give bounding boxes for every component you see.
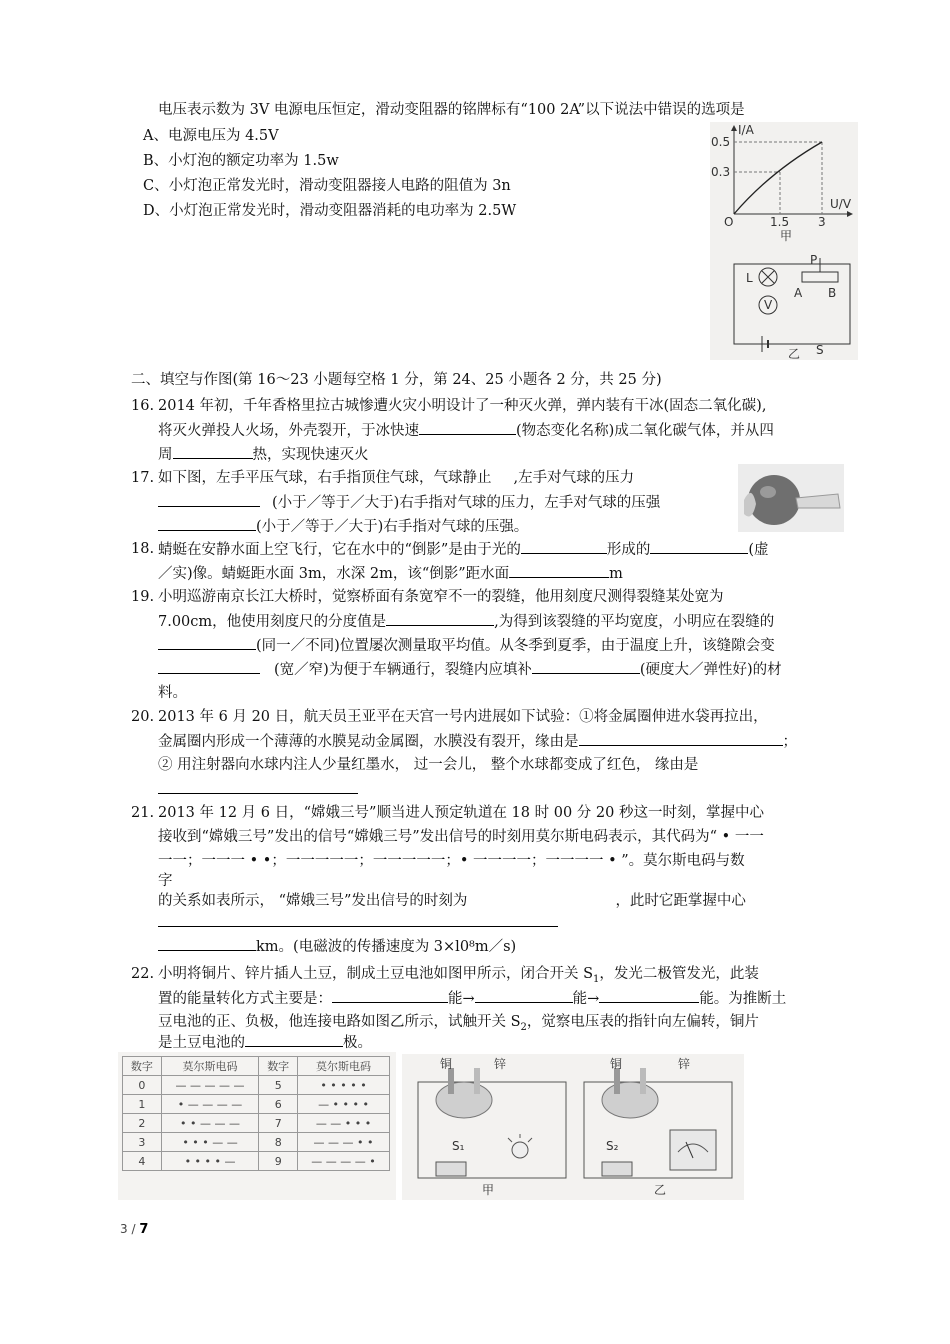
q17-line1: 如下图，左手平压气球，右手指顶住气球，气球静止 ,左手对气球的压力: [158, 470, 635, 486]
q19-line5: 料。: [158, 685, 187, 701]
potato-jia: [436, 1082, 492, 1118]
q22-line1: 小明将铜片、锌片插人土豆，制成土豆电池如图甲所示，闭合开关 $S_1$，发光二极管发光，此装: [158, 966, 759, 985]
q16-line2: 将灭火弹投人火场，外壳裂开，于冰快速 (物态变化名称)成二氧化碳气体，并从四: [158, 420, 774, 441]
graph-tick-03: 0.3: [711, 165, 731, 179]
q20-line1: 2013 年 6 月 20 日，航天员王亚平在天宫一号内进展如下试验：①将金属圈伸进水袋再拉出，: [158, 709, 768, 725]
q18-blank-3[interactable]: [509, 563, 609, 578]
q19-blank-2[interactable]: [158, 635, 256, 650]
q21-blank-2[interactable]: [158, 936, 256, 951]
table-row: 2 • • — — — 7 — — • • •: [123, 1114, 390, 1133]
switch-s2-label: S₂: [606, 1139, 619, 1153]
table-row: 0 — — — — — 5 • • • • •: [123, 1076, 390, 1095]
zinc-label-jia: 锌: [494, 1057, 507, 1071]
q20-blank-1[interactable]: [579, 731, 783, 746]
q19-number: 19.: [131, 589, 155, 605]
q15-option-a: A、电源电压为 4.5V: [143, 128, 279, 144]
page-number: 3 / 7: [120, 1222, 149, 1237]
zinc-plate-yi: [640, 1068, 646, 1094]
graph-tick-05: 0.5: [711, 135, 731, 149]
q15-stem: 电压表示数为 3V 电源电压恒定，滑动变阻器的铭牌标有“100 2A”以下说法中错误的选项是: [158, 102, 745, 118]
q17-blank-2[interactable]: [158, 516, 256, 531]
header-code-1: 莫尔斯电码: [161, 1057, 259, 1076]
q21-line6: [158, 912, 558, 933]
q17-blank-1[interactable]: [158, 492, 260, 507]
iu-curve: [734, 142, 822, 214]
q17-line3: (小于／等于／大于)右手指对气球的压强。: [158, 516, 528, 537]
table-row: 4 • • • • — 9 — — — — •: [123, 1152, 390, 1171]
morse-table-header: [123, 1057, 390, 1076]
q15-option-d: D、小灯泡正常发光时，滑动变阻器消耗的电功率为 2.5W: [143, 203, 517, 219]
graph-x-label: U/V: [830, 197, 852, 211]
rheostat-end-b: B: [828, 286, 837, 300]
q16-blank-2[interactable]: [173, 444, 253, 459]
voltmeter-label: V: [764, 298, 773, 312]
zinc-label-yi: 锌: [678, 1057, 691, 1071]
balloon-shape: [748, 475, 800, 525]
q15-option-b: B、小灯泡的额定功率为 1.5w: [143, 153, 339, 169]
morse-table: [122, 1056, 390, 1171]
q22-blank-4[interactable]: [245, 1032, 343, 1047]
q20-line4: [158, 779, 358, 800]
q22-blank-2[interactable]: [475, 988, 573, 1003]
q19-line3: (同一／不同)位置屡次测量取平均值。从冬季到夏季，由于温度上升，该缝隙会变: [158, 635, 775, 656]
q22-number: 22.: [131, 966, 155, 982]
circuit-caption: 乙: [788, 347, 801, 360]
graph-origin: O: [724, 215, 734, 229]
q17-number: 17.: [131, 470, 155, 486]
q22-line2: 置的能量转化方式主要是： 能→ 能→ 能。为推断土: [158, 988, 786, 1009]
q21-line5: 的关系如表所示， “嫦娥三号”发出信号的时刻为 ，此时它距掌握中心: [158, 893, 746, 909]
potato-battery-drawing: [402, 1054, 744, 1200]
graph-caption: 甲: [780, 229, 793, 243]
led-symbol: [512, 1142, 528, 1158]
copper-plate-jia: [448, 1068, 454, 1094]
q21-number: 21.: [131, 805, 155, 821]
q16-line1: 2014 年初，千年香格里拉古城惨遭火灾小明设计了一种灭火弹，弹内装有干冰(固态二氧化碳),: [158, 398, 767, 414]
q21-line7: km。(电磁波的传播速度为 3×l0⁸m／s): [158, 936, 516, 957]
q20-number: 20.: [131, 709, 155, 725]
q22-line4: 是土豆电池的 极。: [158, 1032, 372, 1053]
switch-label: S: [816, 343, 824, 357]
header-digit-1: 数字: [123, 1057, 162, 1076]
section-2-title: 二、填空与作图(第 16～23 小题每空格 1 分，第 24、25 小题各 2 分，共 25 分): [131, 372, 662, 388]
balloon-photo: [738, 464, 844, 532]
q22-blank-1[interactable]: [332, 988, 448, 1003]
q21-line2: 接收到“嫦娥三号”发出的信号“嫦娥三号”发出信号的时刻用莫尔斯电码表示，其代码为“ • 一一: [158, 829, 764, 845]
morse-table-figure: [118, 1052, 396, 1200]
q16-blank-1[interactable]: [419, 420, 516, 435]
q18-line2: ／实)像。蜻蜓距水面 3m，水深 2m，该“倒影”距水面 m: [158, 563, 623, 584]
q18-number: 18.: [131, 541, 155, 557]
q20-blank-2[interactable]: [158, 779, 358, 794]
table-row: 1 • — — — — 6 — • • • •: [123, 1095, 390, 1114]
copper-label-yi: 铜: [610, 1057, 623, 1071]
q20-line2: 金属圈内形成一个薄薄的水膜晃动金属圈，水膜没有裂开，缘由是 ；: [158, 731, 797, 752]
finger-shape: [796, 494, 840, 508]
copper-label-jia: 铜: [440, 1057, 453, 1071]
q19-line1: 小明巡游南京长江大桥时，觉察桥面有条宽窄不一的裂缝，他用刻度尺测得裂缝某处宽为: [158, 589, 724, 605]
potato-yi: [602, 1082, 658, 1118]
graph-tick-3: 3: [818, 215, 826, 229]
voltmeter-box: [670, 1130, 716, 1170]
q19-blank-4[interactable]: [532, 659, 640, 674]
potato-caption-yi: 乙: [654, 1183, 667, 1197]
slider-label: P: [810, 253, 818, 267]
q19-line2: 7.00cm，他使用刻度尺的分度值是 ,为得到该裂缝的平均宽度，小明应在裂缝的: [158, 611, 774, 632]
potato-caption-jia: 甲: [482, 1183, 495, 1197]
q21-blank-1[interactable]: [158, 912, 558, 927]
q19-blank-1[interactable]: [386, 611, 494, 626]
rheostat-symbol: [802, 272, 838, 282]
balloon-photo-drawing: [738, 464, 844, 532]
header-code-2: 莫尔斯电码: [298, 1057, 390, 1076]
q16-number: 16.: [131, 398, 155, 414]
q21-line4: 字: [158, 873, 173, 889]
graph-tick-15: 1.5: [770, 215, 790, 229]
q15-option-c: C、小灯泡正常发光时，滑动变阻器接人电路的阻值为 3n: [143, 178, 511, 194]
q15-graph-and-circuit: [710, 122, 858, 360]
q21-line3: 一一；一一一 • •；一一一一一；一一一一一；• 一一一一；一一一一 • ”。莫尔斯电码与数: [158, 853, 745, 869]
q16-line3: 周 热，实现快速灭火: [158, 444, 369, 465]
potato-battery-figure: [402, 1054, 744, 1200]
q17-line2: (小于／等于／大于)右手指对气球的压力，左手对气球的压强: [158, 492, 660, 513]
q18-blank-2[interactable]: [650, 539, 748, 554]
lamp-label: L: [746, 271, 753, 285]
q19-line4: (宽／窄)为便于车辆通行，裂缝内应填补 (硬度大／弹性好)的材: [158, 659, 782, 680]
graph-y-label: I/A: [738, 123, 754, 137]
switch-s2: [602, 1162, 632, 1176]
q18-line1: 蜻蜓在安静水面上空飞行，它在水中的“倒影”是由于光的 形成的 (虚: [158, 539, 769, 560]
header-digit-2: 数字: [259, 1057, 298, 1076]
copper-plate-yi: [614, 1068, 620, 1094]
zinc-plate-jia: [474, 1068, 480, 1094]
switch-s1: [436, 1162, 466, 1176]
q20-line3: ② 用注射器向水球内注人少量红墨水， 过一会儿， 整个水球都变成了红色， 缘由是: [158, 757, 699, 773]
q22-blank-3[interactable]: [599, 988, 699, 1003]
q21-line1: 2013 年 12 月 6 日，“嫦娥三号”顺当进人预定轨道在 18 时 00 分 20 秒这一时刻，掌握中心: [158, 805, 764, 821]
table-row: 3 • • • — — 8 — — — • •: [123, 1133, 390, 1152]
switch-s1-label: S₁: [452, 1139, 465, 1153]
q22-line3: 豆电池的正、负极，他连接电路如图乙所示，试触开关 $S_2$，觉察电压表的指针向左偏转，铜片: [158, 1014, 759, 1033]
q19-blank-3[interactable]: [158, 659, 260, 674]
q18-blank-1[interactable]: [521, 539, 607, 554]
rheostat-end-a: A: [794, 286, 803, 300]
q15-figure: [710, 122, 858, 360]
